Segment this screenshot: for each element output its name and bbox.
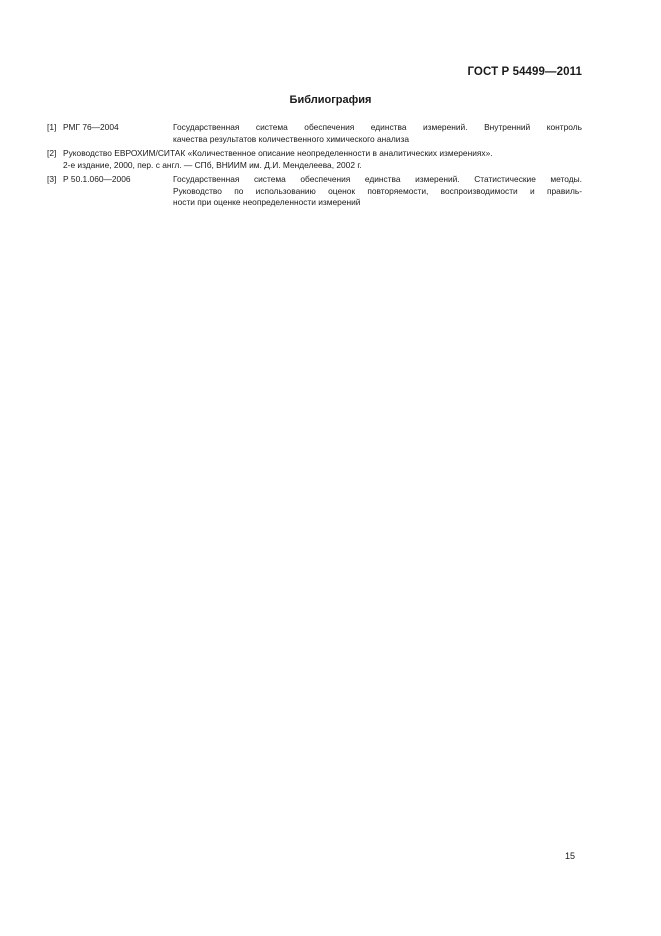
entry-description: Государственная система обеспечения единства измерений. Внутренний контроль качества результатов количественного химического анализа [173, 122, 582, 144]
document-code: ГОСТ Р 54499—2011 [467, 66, 582, 78]
entry-reference: Р 50.1.060—2006 [63, 174, 131, 184]
bibliography-entry [47, 148, 582, 171]
bibliography-entry [47, 174, 582, 209]
entry-reference: РМГ 76—2004 [63, 122, 119, 132]
bibliography-list [47, 122, 582, 212]
entry-reference-line-2: 2-е издание, 2000, пер. с англ. — СПб, ВНИИМ им. Д.И. Менделеева, 2002 г. [63, 159, 362, 170]
bibliography-entry [47, 122, 582, 145]
entry-reference-line-1: Руководство ЕВРОХИМ/СИТАК «Количественное описание неопределенности в аналитических измерениях». [63, 148, 493, 158]
entry-number: [2] [47, 148, 57, 158]
page-number: 15 [564, 851, 575, 861]
entry-description: Государственная система обеспечения единства измерений. Статистические методы. Руководство по использованию оценок повторяемости, воспроизводимости и правиль- ности при оценке неопределенности измерений [173, 174, 582, 207]
entry-number: [3] [47, 174, 57, 184]
section-title: Библиография [289, 94, 372, 106]
entry-number: [1] [47, 122, 57, 132]
